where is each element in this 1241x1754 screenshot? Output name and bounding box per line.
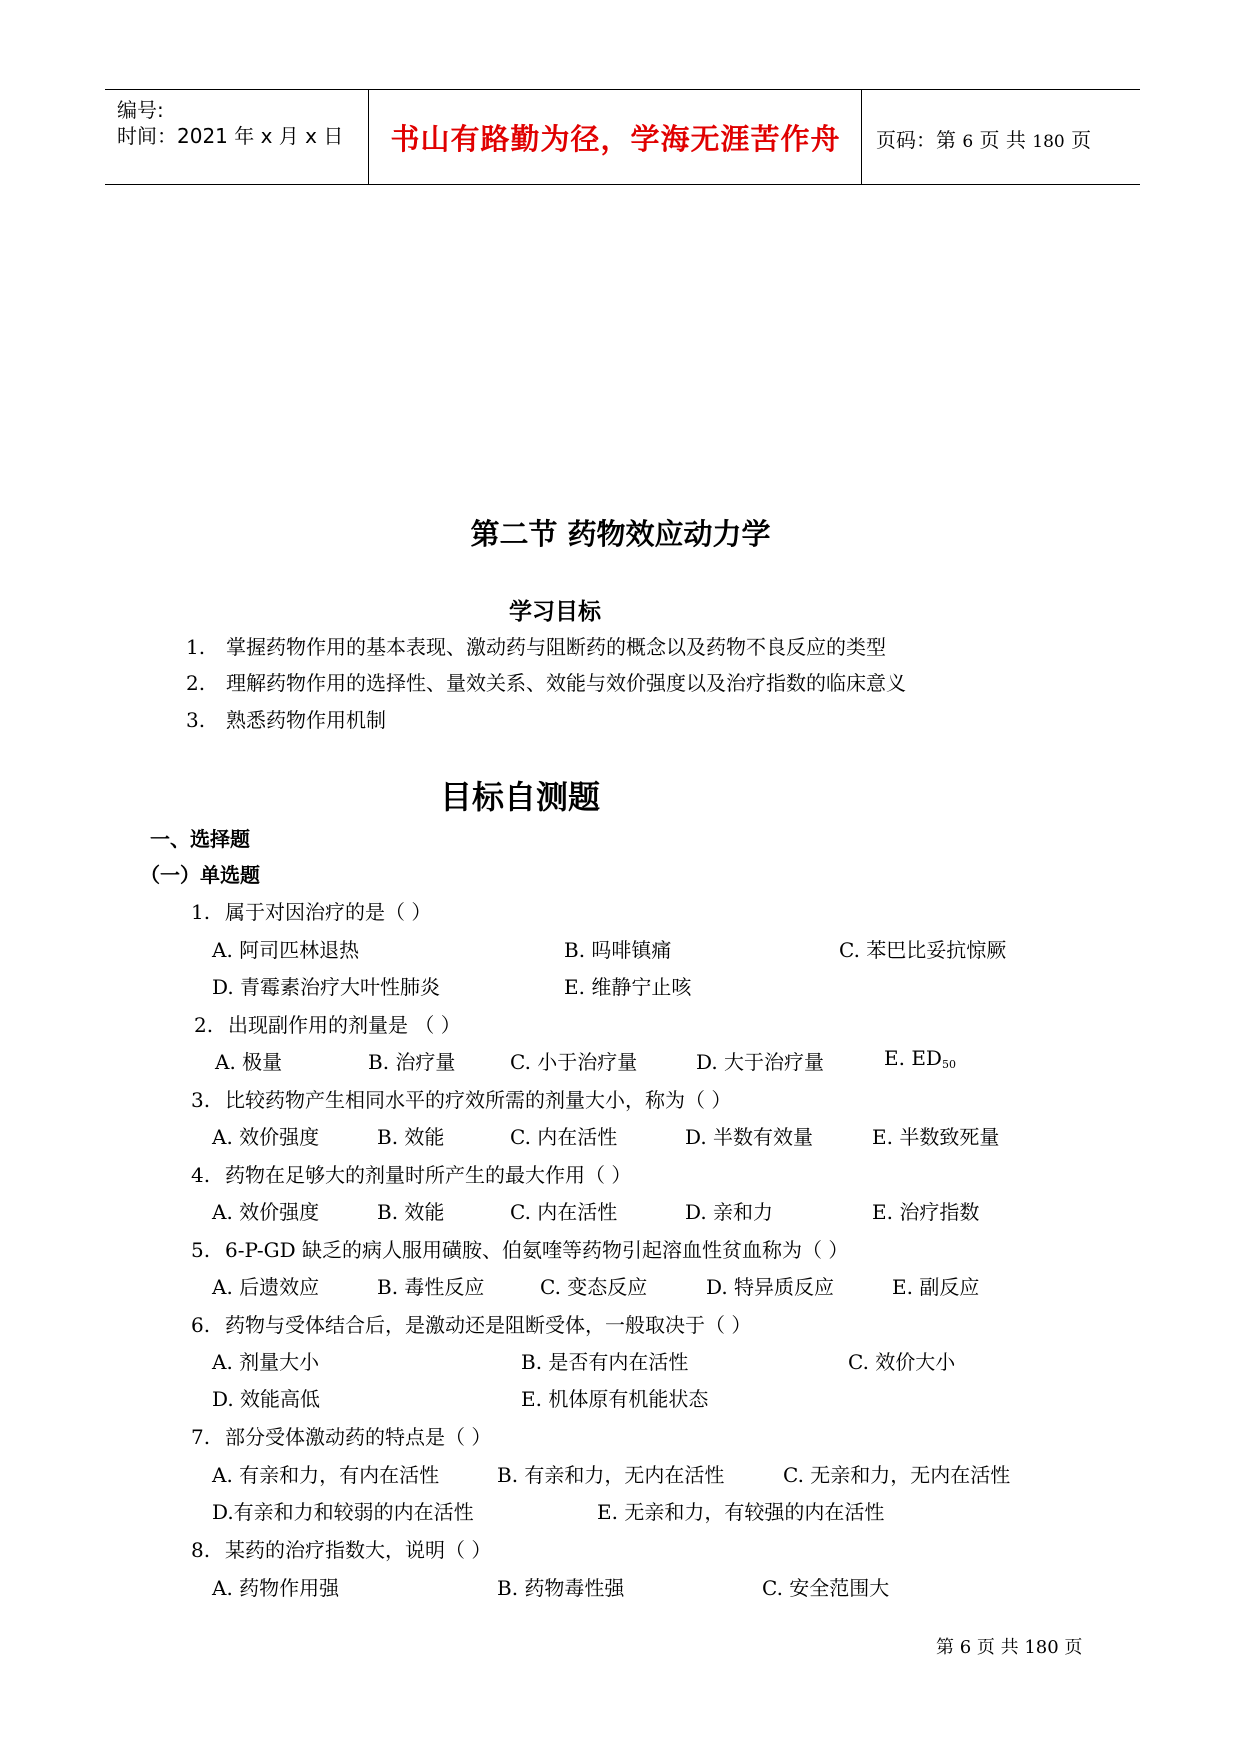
- option-d[interactable]: D. 青霉素治疗大叶性肺炎: [212, 975, 441, 999]
- option-c[interactable]: C. 变态反应: [540, 1275, 648, 1299]
- category-single: （一）单选题: [140, 863, 260, 887]
- option-e[interactable]: [884, 1046, 956, 1071]
- question-3: [191, 1084, 731, 1113]
- question-number: 5.: [191, 1238, 211, 1262]
- question-number: 2.: [194, 1013, 214, 1037]
- question-1: [191, 896, 431, 925]
- option-b[interactable]: B. 吗啡镇痛: [564, 938, 672, 962]
- goal-text: 熟悉药物作用机制: [226, 708, 386, 732]
- question-8: [191, 1534, 491, 1563]
- option-a[interactable]: A. 有亲和力，有内在活性: [212, 1463, 440, 1487]
- page-suffix: 页: [1071, 128, 1092, 152]
- option-b[interactable]: B. 效能: [377, 1125, 445, 1149]
- question-4: [191, 1159, 631, 1188]
- question-6: [191, 1309, 751, 1338]
- option-c[interactable]: C. 无亲和力，无内在活性: [783, 1463, 1011, 1487]
- goal-item: [186, 704, 386, 733]
- option-e[interactable]: E. 机体原有机能状态: [521, 1387, 709, 1411]
- subscript: 50: [941, 1058, 956, 1071]
- goals-title: 学习目标: [509, 598, 601, 625]
- category-choice: 一、选择题: [150, 827, 250, 851]
- option-d[interactable]: D.有亲和力和较弱的内在活性: [212, 1500, 474, 1524]
- question-number: 3.: [191, 1088, 211, 1112]
- page-mid: 页 共: [979, 128, 1026, 152]
- goal-number: 1.: [186, 635, 206, 659]
- header-left-cell: [105, 90, 369, 184]
- option-a[interactable]: A. 剂量大小: [212, 1350, 320, 1374]
- option-d[interactable]: D. 大于治疗量: [696, 1050, 825, 1074]
- question-text: 6-P-GD 缺乏的病人服用磺胺、伯氨喹等药物引起溶血性贫血称为（ ）: [225, 1238, 849, 1262]
- section-title: 第二节 药物效应动力学: [470, 517, 771, 551]
- option-e[interactable]: E. 半数致死量: [872, 1125, 1000, 1149]
- option-d[interactable]: D. 效能高低: [212, 1387, 321, 1411]
- header-motto-cell: [370, 90, 862, 184]
- question-number: 4.: [191, 1163, 211, 1187]
- option-d[interactable]: D. 亲和力: [685, 1200, 774, 1224]
- option-a[interactable]: A. 阿司匹林退热: [212, 938, 360, 962]
- question-5: [191, 1234, 848, 1263]
- option-a[interactable]: A. 效价强度: [212, 1200, 320, 1224]
- question-text: 属于对因治疗的是（ ）: [225, 900, 432, 924]
- option-b[interactable]: B. 毒性反应: [377, 1275, 485, 1299]
- question-7: [191, 1421, 491, 1450]
- page-num: 6: [962, 132, 974, 152]
- goal-text: 掌握药物作用的基本表现、激动药与阻断药的概念以及药物不良反应的类型: [226, 635, 886, 659]
- option-c[interactable]: C. 小于治疗量: [510, 1050, 638, 1074]
- test-title: 目标自测题: [439, 778, 600, 816]
- question-text: 出现副作用的剂量是 （ ）: [228, 1013, 461, 1037]
- option-c[interactable]: C. 内在活性: [510, 1125, 618, 1149]
- goal-item: [186, 667, 906, 696]
- motto: 书山有路勤为径，学海无涯苦作舟: [390, 122, 841, 156]
- time-label: 时间：2021 年 x 月 x 日: [117, 124, 344, 148]
- option-a[interactable]: A. 药物作用强: [212, 1576, 340, 1600]
- page-footer: 第 6 页 共 180 页: [936, 1637, 1083, 1658]
- goal-number: 2.: [186, 671, 206, 695]
- option-c[interactable]: C. 内在活性: [510, 1200, 618, 1224]
- option-e[interactable]: E. 维静宁止咳: [564, 975, 692, 999]
- page-prefix: 页码：第: [876, 128, 956, 152]
- question-text: 比较药物产生相同水平的疗效所需的剂量大小，称为（ ）: [225, 1088, 732, 1112]
- header-page-cell: [863, 90, 1140, 184]
- option-b[interactable]: B. 效能: [377, 1200, 445, 1224]
- page-indicator: [876, 124, 1091, 153]
- option-e-text: E. ED: [884, 1046, 942, 1070]
- option-c[interactable]: C. 效价大小: [848, 1350, 956, 1374]
- page-total: 180: [1032, 132, 1065, 152]
- option-b[interactable]: B. 有亲和力，无内在活性: [497, 1463, 725, 1487]
- question-text: 部分受体激动药的特点是（ ）: [225, 1425, 492, 1449]
- question-number: 6.: [191, 1313, 211, 1337]
- option-c[interactable]: C. 苯巴比妥抗惊厥: [839, 938, 1007, 962]
- question-text: 某药的治疗指数大，说明（ ）: [225, 1538, 492, 1562]
- page-header: [105, 89, 1140, 185]
- question-number: 1.: [191, 900, 211, 924]
- option-c[interactable]: C. 安全范围大: [762, 1576, 890, 1600]
- option-b[interactable]: B. 治疗量: [368, 1050, 456, 1074]
- option-e[interactable]: E. 副反应: [892, 1275, 980, 1299]
- question-2: [194, 1009, 461, 1038]
- option-d[interactable]: D. 特异质反应: [706, 1275, 835, 1299]
- question-text: 药物与受体结合后，是激动还是阻断受体，一般取决于（ ）: [225, 1313, 752, 1337]
- question-number: 8.: [191, 1538, 211, 1562]
- goal-item: [186, 631, 886, 660]
- goal-number: 3.: [186, 708, 206, 732]
- option-e[interactable]: E. 治疗指数: [872, 1200, 980, 1224]
- option-d[interactable]: D. 半数有效量: [685, 1125, 814, 1149]
- option-b[interactable]: B. 是否有内在活性: [521, 1350, 689, 1374]
- question-number: 7.: [191, 1425, 211, 1449]
- option-a[interactable]: A. 效价强度: [212, 1125, 320, 1149]
- question-text: 药物在足够大的剂量时所产生的最大作用（ ）: [225, 1163, 632, 1187]
- id-label: 编号:: [117, 98, 164, 122]
- option-b[interactable]: B. 药物毒性强: [497, 1576, 625, 1600]
- option-a[interactable]: A. 极量: [215, 1050, 283, 1074]
- goal-text: 理解药物作用的选择性、量效关系、效能与效价强度以及治疗指数的临床意义: [226, 671, 906, 695]
- option-e[interactable]: E. 无亲和力，有较强的内在活性: [597, 1500, 885, 1524]
- option-a[interactable]: A. 后遗效应: [212, 1275, 320, 1299]
